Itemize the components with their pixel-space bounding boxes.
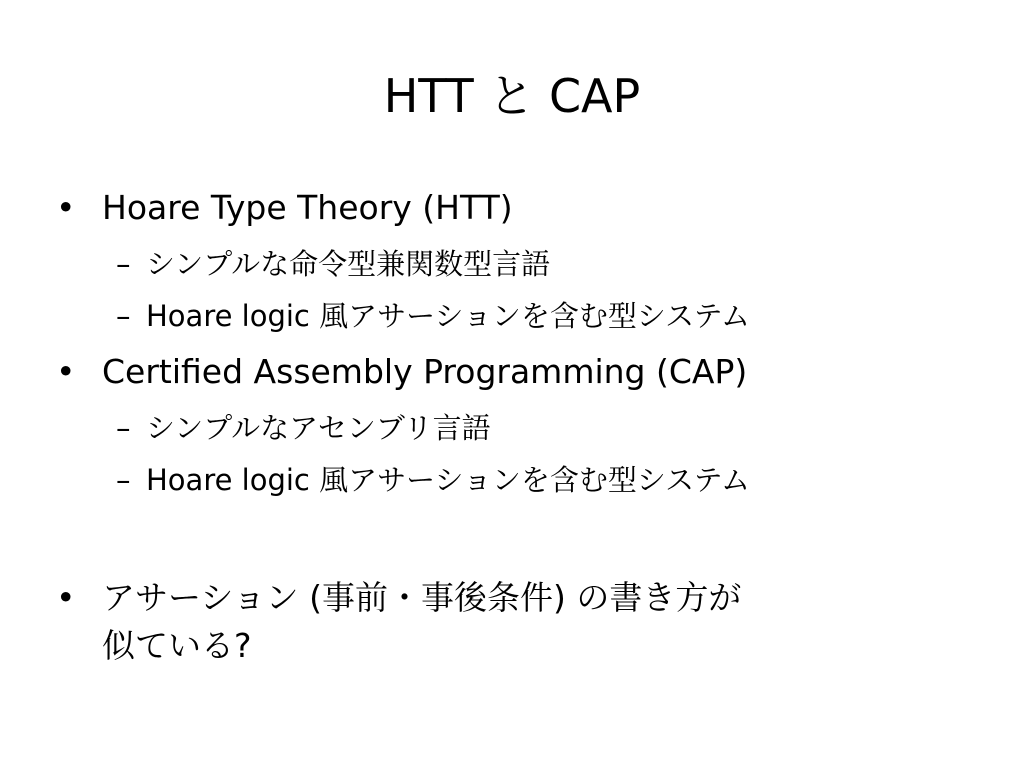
bullet-text: Hoare Type Theory (HTT) — [102, 188, 513, 227]
sub-bullet-text: シンプルな命令型兼関数型言語 — [146, 247, 551, 281]
bullet-marker: • — [56, 352, 76, 391]
bullet-text-line2: 似ている? — [102, 626, 252, 665]
sub-marker: – — [116, 299, 131, 333]
bullet-marker: • — [56, 188, 76, 227]
sub-marker: – — [116, 411, 131, 445]
slide-title: HTT と CAP — [383, 69, 641, 123]
sub-bullet-text: Hoare logic 風アサーションを含む型システム — [146, 463, 751, 497]
sub-marker: – — [116, 463, 131, 497]
bullet-marker: • — [56, 578, 76, 617]
bullet-text: Certified Assembly Programming (CAP) — [102, 352, 748, 391]
bullet-text-line1: アサーション (事前・事後条件) の書き方が — [102, 578, 742, 617]
sub-bullet-text: Hoare logic 風アサーションを含む型システム — [146, 299, 751, 333]
sub-bullet-text: シンプルなアセンブリ言語 — [146, 411, 491, 445]
sub-marker: – — [116, 247, 131, 281]
